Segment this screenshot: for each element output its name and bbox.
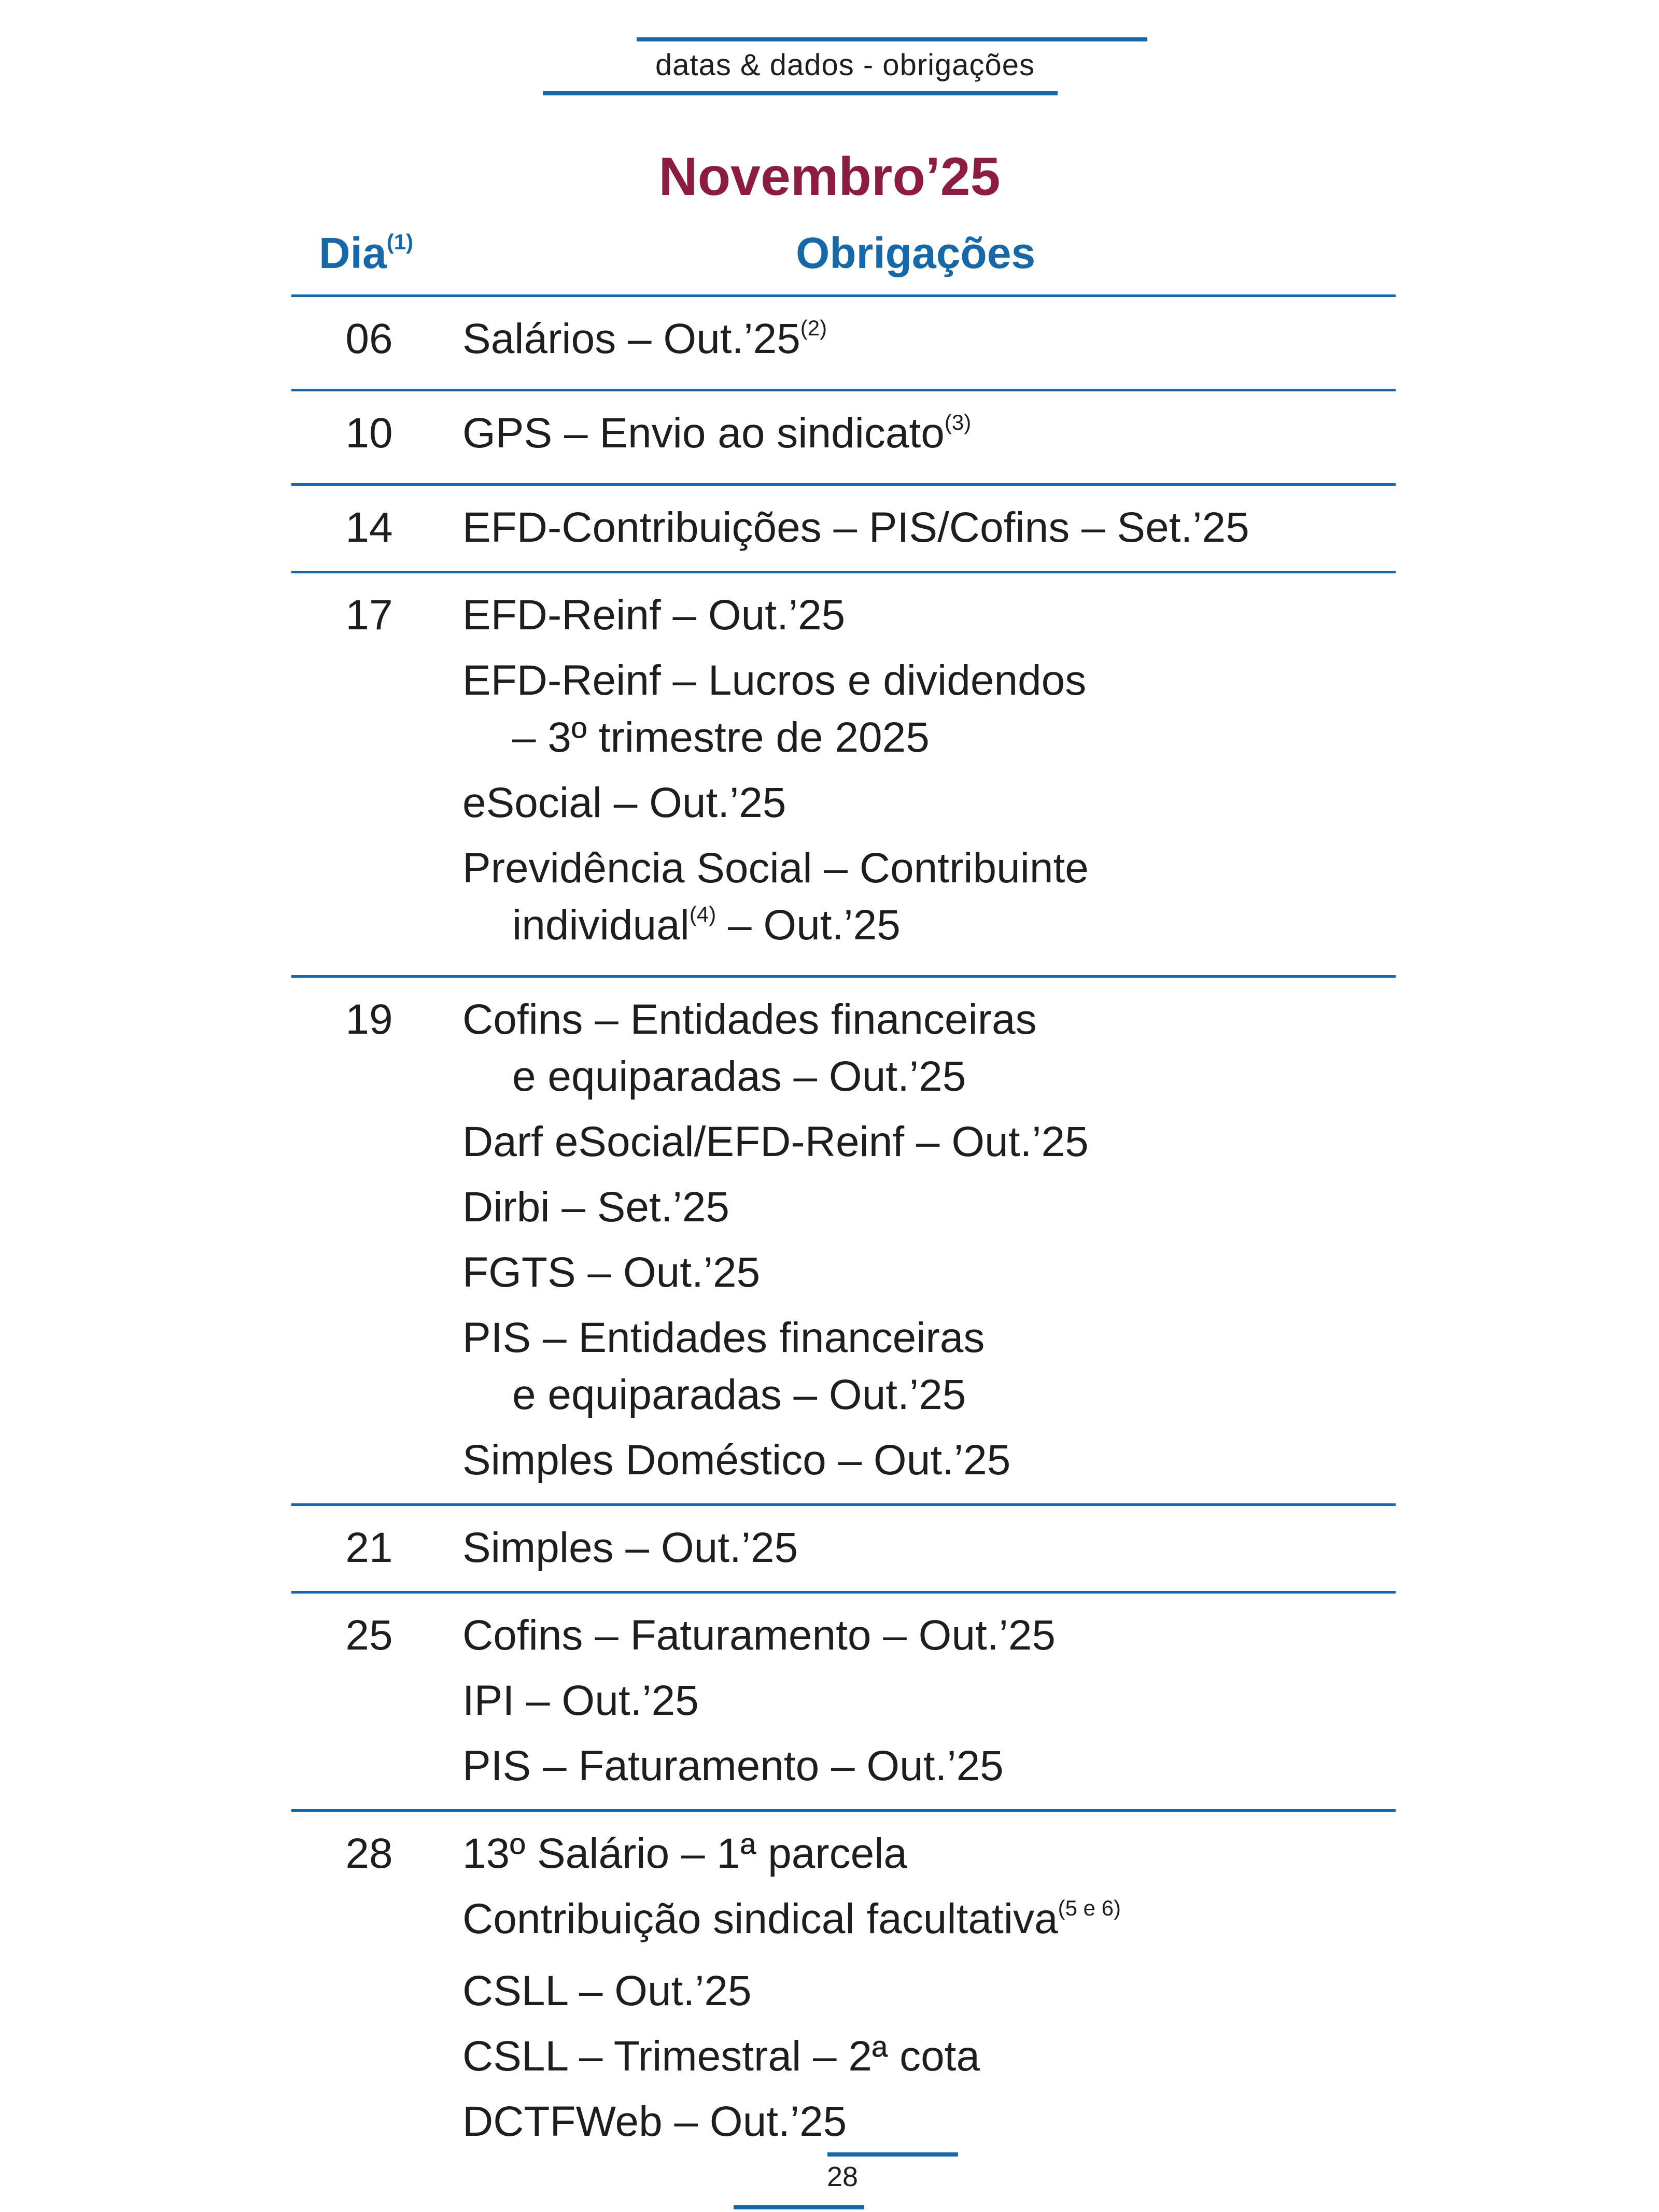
section-label: datas & dados - obrigações [655, 48, 1035, 82]
obligation-text: Dirbi – Set.’25 [462, 1184, 730, 1231]
obligation-text: Simples – Out.’25 [462, 1524, 798, 1571]
obligations-list [462, 306, 1396, 378]
obligation-text: Salários – Out.’25 [462, 315, 800, 362]
obligations-list [462, 1603, 1396, 1799]
obligation-continuation [462, 709, 1396, 766]
obligations-list [462, 1515, 1396, 1581]
table-row [291, 975, 1396, 1503]
obligation-item [462, 495, 1396, 560]
obligation-continuation [462, 1048, 1396, 1105]
obligation-text-cont: e equiparadas – Out.’25 [512, 1053, 966, 1100]
obligation-item [462, 1959, 1396, 2024]
table-row [291, 1503, 1396, 1591]
table-row [291, 571, 1396, 975]
obligation-text-tail: – Out.’25 [716, 901, 901, 949]
obligation-text-cont: – 3º trimestre de 2025 [512, 714, 930, 761]
header-rule-bottom [543, 91, 1058, 95]
obligation-text: PIS – Faturamento – Out.’25 [462, 1742, 1004, 1790]
obligation-text-cont: e equiparadas – Out.’25 [512, 1371, 966, 1418]
obligation-item [462, 987, 1396, 1109]
column-header-obligations [796, 228, 1035, 278]
obligation-item [462, 1240, 1396, 1305]
table-row [291, 1809, 1396, 2154]
obligation-item [462, 306, 1396, 378]
obligation-item [462, 401, 1396, 473]
obligations-list [462, 1821, 1396, 2154]
column-header-day-label: Dia [319, 229, 387, 277]
footnote-ref: (3) [944, 410, 972, 434]
obligation-text: GPS – Envio ao sindicato [462, 410, 945, 457]
obligation-item [462, 1305, 1396, 1428]
page-title: Novembro’25 [658, 147, 1001, 207]
day-cell: 17 [345, 591, 393, 639]
obligation-text: eSocial – Out.’25 [462, 779, 786, 826]
obligation-item [462, 770, 1396, 836]
obligation-item [462, 2089, 1396, 2154]
obligation-text: CSLL – Out.’25 [462, 1967, 752, 2014]
obligation-item [462, 1603, 1396, 1668]
obligation-text: EFD-Reinf – Out.’25 [462, 591, 846, 639]
column-header-day [319, 228, 413, 278]
obligation-item [462, 1886, 1396, 1959]
obligations-list [462, 987, 1396, 1493]
table-row [291, 294, 1396, 389]
day-cell: 28 [345, 1830, 393, 1877]
obligations-list [462, 583, 1396, 965]
obligation-text: Darf eSocial/EFD-Reinf – Out.’25 [462, 1118, 1089, 1165]
column-header-obligations-label: Obrigações [796, 229, 1036, 277]
obligation-item [462, 1428, 1396, 1493]
day-cell: 21 [345, 1524, 393, 1571]
obligation-text: EFD-Reinf – Lucros e dividendos [462, 657, 1087, 704]
obligation-item [462, 2024, 1396, 2089]
footnote-ref: (5 e 6) [1058, 1896, 1121, 1920]
obligation-item [462, 836, 1396, 965]
obligation-text: FGTS – Out.’25 [462, 1249, 761, 1296]
obligation-item [462, 1515, 1396, 1581]
footer-rule-bottom [734, 2205, 864, 2209]
page-number: 28 [826, 2161, 859, 2192]
table-row [291, 1591, 1396, 1809]
obligations-list [462, 401, 1396, 473]
obligation-item [462, 1109, 1396, 1175]
day-cell: 25 [345, 1612, 393, 1659]
table-row [291, 483, 1396, 571]
obligation-item [462, 648, 1396, 770]
obligation-text: IPI – Out.’25 [462, 1677, 699, 1724]
obligation-text: Simples Doméstico – Out.’25 [462, 1436, 1011, 1484]
obligation-text: CSLL – Trimestral – 2ª cota [462, 2033, 980, 2080]
footnote-ref: (2) [800, 316, 827, 340]
footnote-ref: (1) [386, 230, 414, 254]
footnote-ref: (4) [689, 902, 716, 926]
obligation-text: 13º Salário – 1ª parcela [462, 1830, 908, 1877]
day-cell: 06 [345, 315, 393, 362]
obligation-text: Previdência Social – Contribuinte [462, 844, 1089, 892]
obligation-text: EFD-Contribuições – PIS/Cofins – Set.’25 [462, 504, 1249, 551]
obligation-text: Contribuição sindical facultativa [462, 1895, 1058, 1942]
obligation-item [462, 1821, 1396, 1886]
day-cell: 19 [345, 996, 393, 1043]
obligation-item [462, 1175, 1396, 1240]
obligation-continuation [462, 1366, 1396, 1424]
obligation-item [462, 1734, 1396, 1799]
header-rule-top [637, 37, 1147, 41]
obligation-text: DCTFWeb – Out.’25 [462, 2098, 847, 2145]
obligation-text: Cofins – Entidades financeiras [462, 996, 1037, 1043]
day-cell: 14 [345, 504, 393, 551]
obligation-continuation [462, 897, 1396, 961]
obligations-table [291, 294, 1396, 2154]
obligation-text: Cofins – Faturamento – Out.’25 [462, 1612, 1056, 1659]
obligation-text: PIS – Entidades financeiras [462, 1314, 985, 1361]
table-row [291, 389, 1396, 483]
obligation-text-cont: individual [512, 901, 690, 949]
footer-rule-top [827, 2152, 958, 2157]
day-cell: 10 [345, 410, 393, 457]
obligation-item [462, 583, 1396, 648]
obligation-item [462, 1668, 1396, 1734]
obligations-list [462, 495, 1396, 560]
